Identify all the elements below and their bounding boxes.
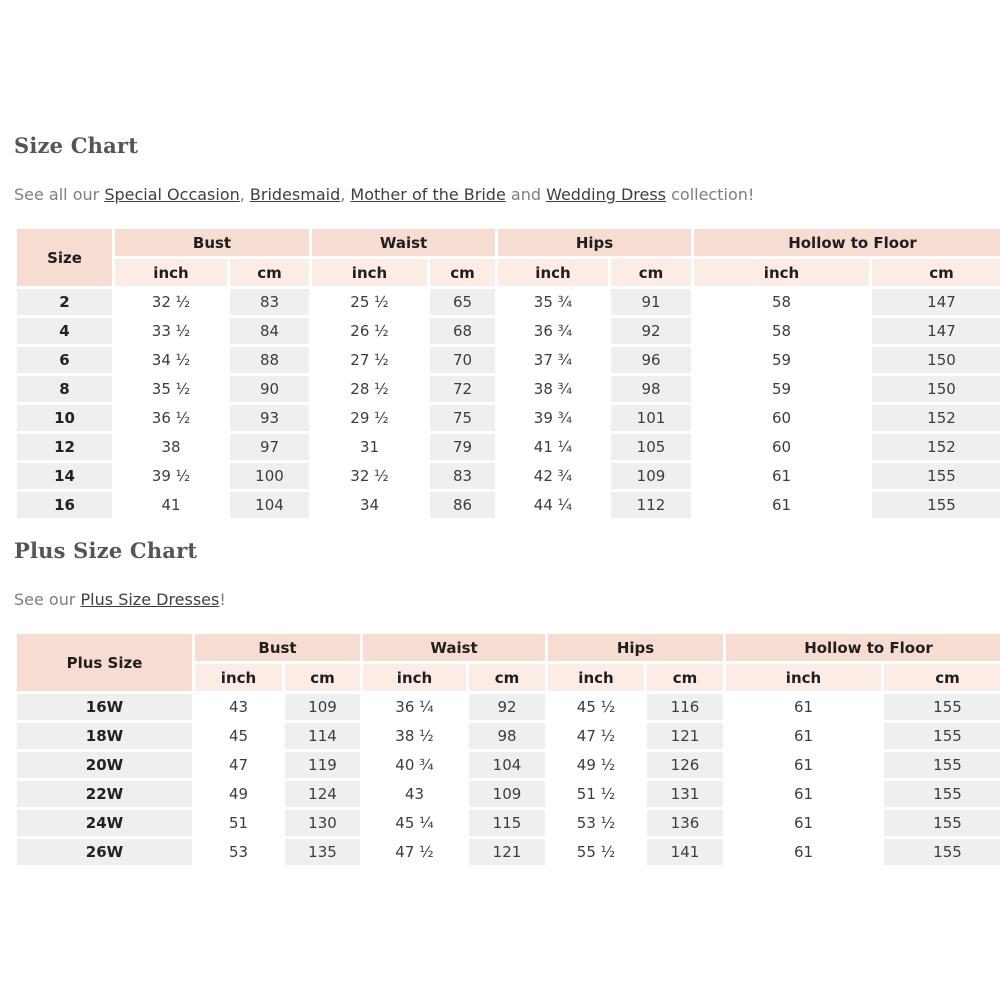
measurement-cell: 27 ½: [312, 347, 427, 373]
subheader-inch: inch: [694, 259, 869, 286]
measurement-cell: 61: [726, 694, 881, 720]
measurement-cell: 53 ½: [548, 810, 644, 836]
column-group-waist: Waist: [363, 634, 545, 661]
table-row: [17, 723, 1000, 749]
measurement-cell: 61: [726, 810, 881, 836]
subheader-cm: cm: [872, 259, 1000, 286]
column-group-waist: Waist: [312, 229, 495, 256]
measurement-cell: 49: [195, 781, 282, 807]
measurement-cell: 43: [363, 781, 466, 807]
measurement-cell: 32 ½: [312, 463, 427, 489]
size-label: 18W: [17, 723, 192, 749]
measurement-cell: 25 ½: [312, 289, 427, 315]
measurement-cell: 112: [611, 492, 691, 518]
subheader-inch: inch: [312, 259, 427, 286]
measurement-cell: 38: [115, 434, 227, 460]
measurement-cell: 43: [195, 694, 282, 720]
table-row: [17, 694, 1000, 720]
measurement-cell: 72: [430, 376, 495, 402]
measurement-cell: 33 ½: [115, 318, 227, 344]
measurement-cell: 61: [726, 752, 881, 778]
column-group-hips: Hips: [548, 634, 723, 661]
measurement-cell: 31: [312, 434, 427, 460]
table-subheader-row: [17, 259, 1000, 286]
column-group-bust: Bust: [115, 229, 309, 256]
measurement-cell: 59: [694, 376, 869, 402]
measurement-cell: 60: [694, 405, 869, 431]
measurement-cell: 101: [611, 405, 691, 431]
table-row: [17, 492, 1000, 518]
subheader-cm: cm: [469, 664, 545, 691]
measurement-cell: 126: [647, 752, 723, 778]
measurement-cell: 41: [115, 492, 227, 518]
intro-text: !: [219, 590, 226, 609]
measurement-cell: 40 ¾: [363, 752, 466, 778]
measurement-cell: 98: [611, 376, 691, 402]
plus-size-column-header: Plus Size: [17, 634, 192, 691]
measurement-cell: 35 ¾: [498, 289, 608, 315]
measurement-cell: 155: [884, 810, 1000, 836]
table-row: [17, 463, 1000, 489]
measurement-cell: 58: [694, 289, 869, 315]
measurement-cell: 34 ½: [115, 347, 227, 373]
size-label: 4: [17, 318, 112, 344]
measurement-cell: 55 ½: [548, 839, 644, 865]
measurement-cell: 61: [726, 723, 881, 749]
measurement-cell: 155: [884, 839, 1000, 865]
size-column-header: Size: [17, 229, 112, 286]
measurement-cell: 115: [469, 810, 545, 836]
subheader-cm: cm: [884, 664, 1000, 691]
subheader-cm: cm: [430, 259, 495, 286]
subheader-cm: cm: [230, 259, 309, 286]
table-row: [17, 839, 1000, 865]
measurement-cell: 32 ½: [115, 289, 227, 315]
subheader-inch: inch: [195, 664, 282, 691]
measurement-cell: 97: [230, 434, 309, 460]
link-plus-size-dresses[interactable]: Plus Size Dresses: [80, 590, 220, 609]
table-row: [17, 405, 1000, 431]
plus-size-chart-heading: Plus Size Chart: [14, 538, 198, 563]
intro-text: collection!: [666, 185, 755, 204]
measurement-cell: 152: [872, 434, 1000, 460]
measurement-cell: 155: [872, 492, 1000, 518]
measurement-cell: 109: [611, 463, 691, 489]
size-label: 20W: [17, 752, 192, 778]
measurement-cell: 84: [230, 318, 309, 344]
measurement-cell: 58: [694, 318, 869, 344]
size-label: 24W: [17, 810, 192, 836]
measurement-cell: 141: [647, 839, 723, 865]
subheader-cm: cm: [285, 664, 360, 691]
measurement-cell: 93: [230, 405, 309, 431]
measurement-cell: 90: [230, 376, 309, 402]
measurement-cell: 109: [285, 694, 360, 720]
measurement-cell: 152: [872, 405, 1000, 431]
measurement-cell: 39 ¾: [498, 405, 608, 431]
measurement-cell: 47: [195, 752, 282, 778]
measurement-cell: 136: [647, 810, 723, 836]
measurement-cell: 36 ¼: [363, 694, 466, 720]
measurement-cell: 121: [647, 723, 723, 749]
measurement-cell: 88: [230, 347, 309, 373]
measurement-cell: 35 ½: [115, 376, 227, 402]
measurement-cell: 29 ½: [312, 405, 427, 431]
measurement-cell: 36 ¾: [498, 318, 608, 344]
plus-size-chart-table: [14, 631, 1000, 868]
table-row: [17, 347, 1000, 373]
measurement-cell: 47 ½: [548, 723, 644, 749]
measurement-cell: 119: [285, 752, 360, 778]
table-row: [17, 318, 1000, 344]
size-label: 14: [17, 463, 112, 489]
subheader-inch: inch: [498, 259, 608, 286]
measurement-cell: 116: [647, 694, 723, 720]
table-header-row: [17, 634, 1000, 661]
plus-size-chart-intro: [14, 590, 985, 610]
measurement-cell: 147: [872, 289, 1000, 315]
column-group-bust: Bust: [195, 634, 360, 661]
measurement-cell: 131: [647, 781, 723, 807]
link-mother-of-the-bride[interactable]: Mother of the Bride: [350, 185, 506, 204]
measurement-cell: 75: [430, 405, 495, 431]
size-label: 6: [17, 347, 112, 373]
measurement-cell: 59: [694, 347, 869, 373]
subheader-inch: inch: [363, 664, 466, 691]
measurement-cell: 96: [611, 347, 691, 373]
measurement-cell: 91: [611, 289, 691, 315]
subheader-inch: inch: [548, 664, 644, 691]
measurement-cell: 36 ½: [115, 405, 227, 431]
intro-text: ,: [340, 185, 351, 204]
measurement-cell: 155: [884, 781, 1000, 807]
size-label: 22W: [17, 781, 192, 807]
size-label: 16W: [17, 694, 192, 720]
measurement-cell: 70: [430, 347, 495, 373]
measurement-cell: 114: [285, 723, 360, 749]
measurement-cell: 135: [285, 839, 360, 865]
measurement-cell: 42 ¾: [498, 463, 608, 489]
measurement-cell: 150: [872, 376, 1000, 402]
measurement-cell: 34: [312, 492, 427, 518]
measurement-cell: 45 ½: [548, 694, 644, 720]
measurement-cell: 38 ½: [363, 723, 466, 749]
measurement-cell: 65: [430, 289, 495, 315]
table-row: [17, 434, 1000, 460]
intro-text: and: [505, 185, 547, 204]
column-group-hollow-to-floor: Hollow to Floor: [726, 634, 1000, 661]
intro-text: ,: [239, 185, 250, 204]
size-label: 8: [17, 376, 112, 402]
measurement-cell: 53: [195, 839, 282, 865]
measurement-cell: 147: [872, 318, 1000, 344]
measurement-cell: 51: [195, 810, 282, 836]
measurement-cell: 92: [469, 694, 545, 720]
measurement-cell: 155: [884, 694, 1000, 720]
size-chart-table: [14, 226, 1000, 521]
measurement-cell: 155: [884, 723, 1000, 749]
measurement-cell: 104: [469, 752, 545, 778]
measurement-cell: 39 ½: [115, 463, 227, 489]
table-row: [17, 376, 1000, 402]
size-chart-heading: Size Chart: [14, 133, 139, 158]
measurement-cell: 100: [230, 463, 309, 489]
measurement-cell: 98: [469, 723, 545, 749]
table-row: [17, 289, 1000, 315]
measurement-cell: 109: [469, 781, 545, 807]
measurement-cell: 79: [430, 434, 495, 460]
measurement-cell: 44 ¼: [498, 492, 608, 518]
measurement-cell: 92: [611, 318, 691, 344]
measurement-cell: 155: [872, 463, 1000, 489]
size-label: 2: [17, 289, 112, 315]
measurement-cell: 86: [430, 492, 495, 518]
link-wedding-dress[interactable]: Wedding Dress: [546, 185, 667, 204]
intro-text: See all our: [14, 185, 105, 204]
table-row: [17, 810, 1000, 836]
measurement-cell: 105: [611, 434, 691, 460]
measurement-cell: 41 ¼: [498, 434, 608, 460]
measurement-cell: 121: [469, 839, 545, 865]
size-label: 16: [17, 492, 112, 518]
link-bridesmaid[interactable]: Bridesmaid: [249, 185, 341, 204]
measurement-cell: 61: [694, 463, 869, 489]
measurement-cell: 124: [285, 781, 360, 807]
measurement-cell: 61: [726, 839, 881, 865]
measurement-cell: 61: [726, 781, 881, 807]
measurement-cell: 150: [872, 347, 1000, 373]
size-label: 12: [17, 434, 112, 460]
subheader-cm: cm: [611, 259, 691, 286]
measurement-cell: 47 ½: [363, 839, 466, 865]
measurement-cell: 45 ¼: [363, 810, 466, 836]
subheader-inch: inch: [726, 664, 881, 691]
column-group-hips: Hips: [498, 229, 691, 256]
measurement-cell: 45: [195, 723, 282, 749]
table-row: [17, 781, 1000, 807]
measurement-cell: 26 ½: [312, 318, 427, 344]
measurement-cell: 37 ¾: [498, 347, 608, 373]
measurement-cell: 104: [230, 492, 309, 518]
measurement-cell: 155: [884, 752, 1000, 778]
measurement-cell: 28 ½: [312, 376, 427, 402]
measurement-cell: 60: [694, 434, 869, 460]
measurement-cell: 68: [430, 318, 495, 344]
measurement-cell: 38 ¾: [498, 376, 608, 402]
subheader-inch: inch: [115, 259, 227, 286]
link-special-occasion[interactable]: Special Occasion: [104, 185, 240, 204]
table-header-row: [17, 229, 1000, 256]
subheader-cm: cm: [647, 664, 723, 691]
measurement-cell: 83: [230, 289, 309, 315]
measurement-cell: 130: [285, 810, 360, 836]
measurement-cell: 51 ½: [548, 781, 644, 807]
size-label: 26W: [17, 839, 192, 865]
measurement-cell: 83: [430, 463, 495, 489]
size-label: 10: [17, 405, 112, 431]
size-chart-intro: [14, 185, 985, 205]
table-row: [17, 752, 1000, 778]
column-group-hollow-to-floor: Hollow to Floor: [694, 229, 1000, 256]
measurement-cell: 49 ½: [548, 752, 644, 778]
intro-text: See our: [14, 590, 81, 609]
measurement-cell: 61: [694, 492, 869, 518]
